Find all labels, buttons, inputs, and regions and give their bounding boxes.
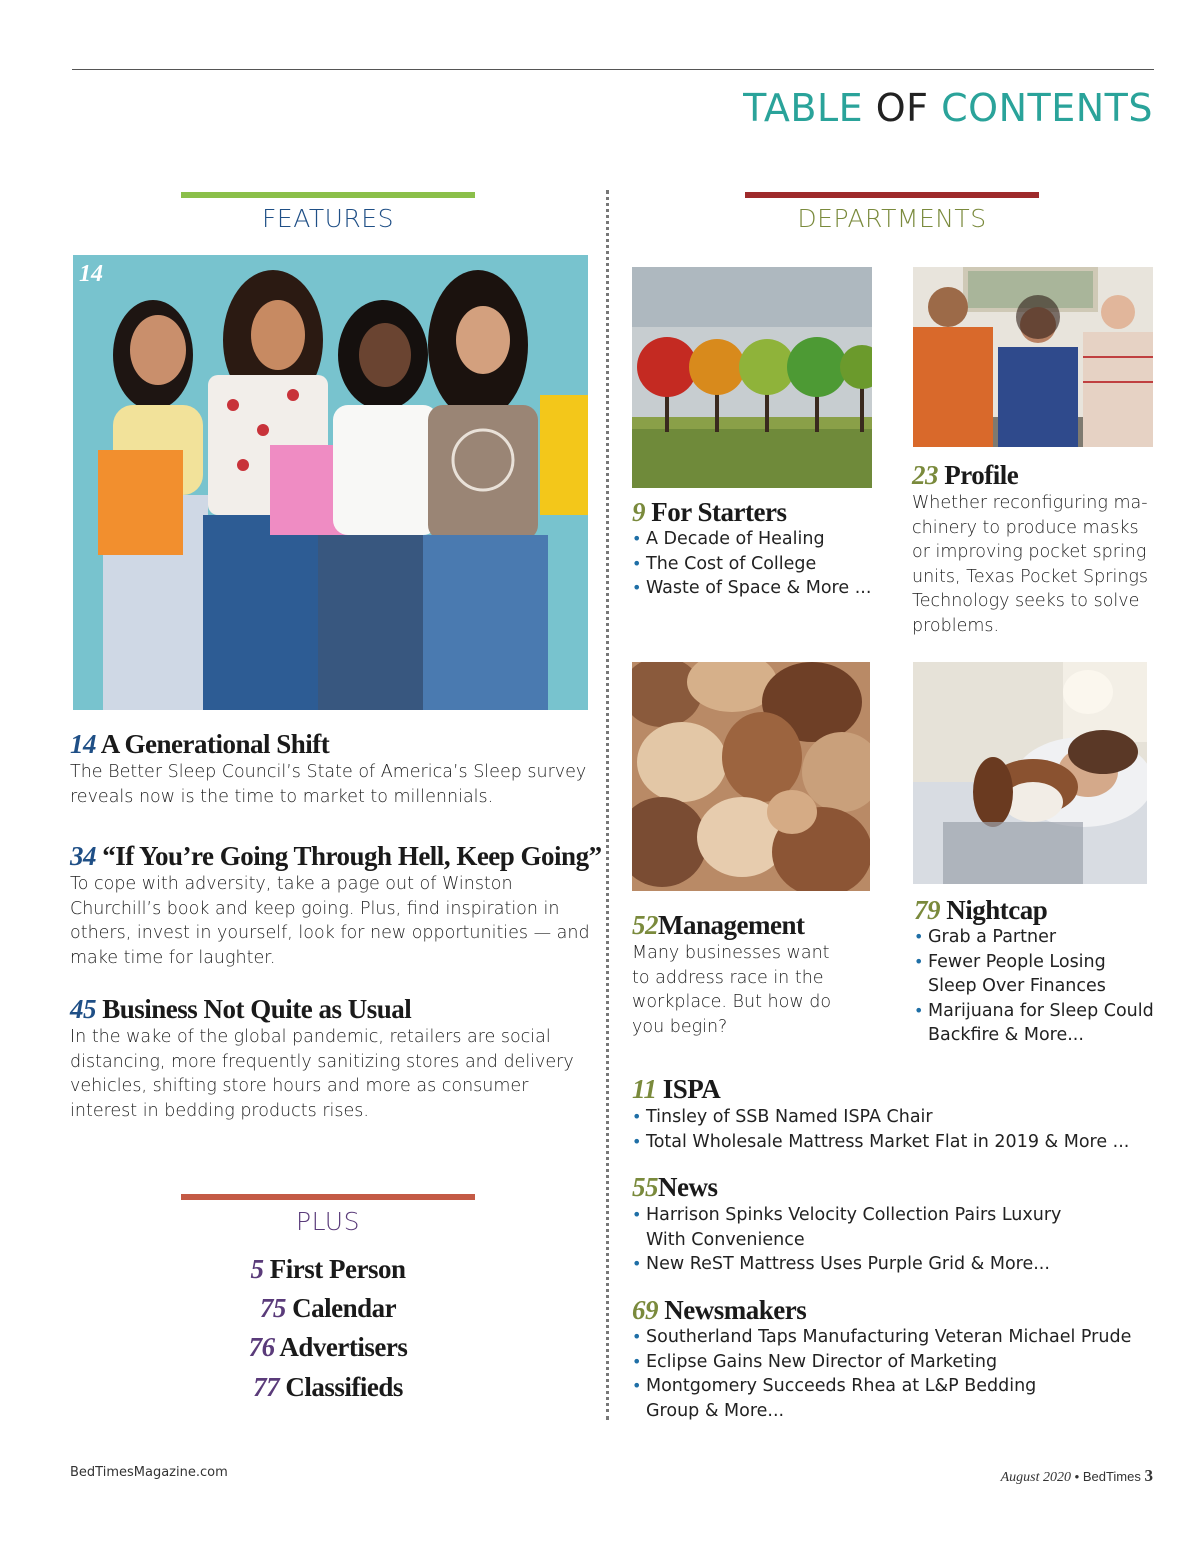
- features-heading: FEATURES: [262, 204, 394, 233]
- plus-item-title: Classifieds: [285, 1372, 403, 1402]
- management-graphic: [632, 662, 870, 891]
- feature-photo-page-number: 14: [79, 261, 103, 287]
- list-item[interactable]: • Tinsley of SSB Named ISPA Chair: [632, 1105, 1152, 1130]
- feature-photo-shoppers[interactable]: [73, 255, 588, 710]
- features-bar: [181, 192, 475, 198]
- departments-heading: DEPARTMENTS: [797, 204, 987, 233]
- footer-website[interactable]: BedTimesMagazine.com: [70, 1465, 228, 1480]
- list-item[interactable]: • New ReST Mattress Uses Purple Grid & More...: [632, 1252, 1072, 1277]
- plus-bar: [181, 1194, 475, 1200]
- plus-item[interactable]: [181, 1332, 475, 1363]
- footer-issue-date: August 2020: [1000, 1470, 1072, 1485]
- dept-number: 52: [632, 910, 658, 940]
- footer-magazine-name: BedTimes: [1082, 1469, 1141, 1484]
- plus-item-title: Advertisers: [279, 1332, 408, 1362]
- title-word-table: TABLE: [743, 86, 864, 130]
- plus-item[interactable]: [181, 1372, 475, 1403]
- feature-article-description: In the wake of the global pandemic, retailers are social distancing, more frequently sanitizing stores and delivery vehicles, shifting store hours and more as consumer interest in bedding products rises.: [70, 1027, 574, 1121]
- plus-item-title: First Person: [269, 1254, 406, 1284]
- plus-item-number: 5: [250, 1254, 264, 1284]
- dept-title: Profile: [944, 460, 1019, 490]
- dept-nightcap-list: [914, 925, 1158, 1048]
- profile-graphic: [913, 267, 1153, 447]
- dept-news-list: [632, 1203, 1072, 1277]
- plus-item[interactable]: [181, 1254, 475, 1285]
- dept-management-heading[interactable]: [632, 910, 804, 941]
- list-item[interactable]: • The Cost of College: [632, 552, 882, 577]
- plus-heading: PLUS: [296, 1207, 360, 1236]
- dept-ispa-heading[interactable]: [632, 1074, 720, 1105]
- list-item[interactable]: • Eclipse Gains New Director of Marketing: [632, 1350, 1132, 1375]
- profile-photo[interactable]: [913, 267, 1153, 447]
- dept-number: 69: [632, 1295, 658, 1325]
- dept-title: Nightcap: [946, 895, 1048, 925]
- feature-article-heading[interactable]: [70, 841, 602, 872]
- dept-number: 55: [632, 1172, 658, 1202]
- list-item[interactable]: • Harrison Spinks Velocity Collection Pairs Luxury With Convenience: [632, 1203, 1072, 1252]
- list-item[interactable]: • Waste of Space & More ...: [632, 576, 882, 601]
- footer-folio: [1001, 1466, 1153, 1486]
- dept-newsmakers-list: [632, 1325, 1132, 1423]
- dept-title: For Starters: [651, 497, 787, 527]
- feature-article-number: 45: [70, 994, 96, 1024]
- feature-article-title: “If You’re Going Through Hell, Keep Going”: [102, 841, 602, 871]
- feature-photo-graphic: [73, 255, 588, 710]
- feature-article-description: To cope with adversity, take a page out of Winston Churchill’s book and keep going. Plus, find inspiration in others, invest in yourself, look for new opportunities — and make time for laughter.: [70, 874, 590, 968]
- dept-for-starters-heading[interactable]: [632, 497, 786, 528]
- plus-item-title: Calendar: [292, 1293, 397, 1323]
- for-starters-photo[interactable]: [632, 267, 872, 488]
- top-rule: [72, 69, 1154, 70]
- feature-article-heading[interactable]: [70, 729, 329, 760]
- list-item[interactable]: • A Decade of Healing: [632, 527, 882, 552]
- title-word-contents: CONTENTS: [941, 86, 1153, 130]
- feature-article-heading[interactable]: [70, 994, 411, 1025]
- dept-profile-description: Whether reconfiguring ma-chinery to produce masks or improving pocket spring units, Texas Pocket Springs Technology seeks to solve problems.: [912, 493, 1149, 636]
- departments-bar: [745, 192, 1039, 198]
- list-item[interactable]: • Grab a Partner: [914, 925, 1158, 950]
- dept-management-description: Many businesses want to address race in the workplace. But how do you begin?: [632, 943, 832, 1037]
- dept-title: News: [658, 1172, 718, 1202]
- dept-nightcap-heading[interactable]: [914, 895, 1047, 926]
- dept-number: 11: [632, 1074, 657, 1104]
- for-starters-graphic: [632, 267, 872, 488]
- dept-for-starters-list: [632, 527, 882, 601]
- list-item[interactable]: • Southerland Taps Manufacturing Veteran Michael Prude: [632, 1325, 1132, 1350]
- page-title: [743, 86, 1153, 130]
- footer-page-number: 3: [1144, 1466, 1153, 1485]
- plus-item-number: 75: [259, 1293, 286, 1323]
- feature-article-number: 34: [70, 841, 96, 871]
- nightcap-photo[interactable]: [913, 662, 1147, 884]
- dept-number: 9: [632, 497, 645, 527]
- nightcap-graphic: [913, 662, 1147, 884]
- dept-number: 79: [914, 895, 940, 925]
- management-photo[interactable]: [632, 662, 870, 891]
- feature-article-title: Business Not Quite as Usual: [102, 994, 412, 1024]
- title-word-of: OF: [875, 86, 929, 130]
- feature-article-number: 14: [70, 729, 96, 759]
- list-item[interactable]: • Montgomery Succeeds Rhea at L&P Bedding Group & More...: [632, 1374, 1092, 1423]
- footer-separator: •: [1074, 1469, 1080, 1484]
- feature-article-description: The Better Sleep Council’s State of America’s Sleep survey reveals now is the time to market to millennials.: [70, 762, 587, 807]
- plus-item-number: 77: [253, 1372, 280, 1402]
- dept-number: 23: [912, 460, 938, 490]
- list-item[interactable]: • Marijuana for Sleep Could Backfire & More...: [914, 999, 1158, 1048]
- dept-title: ISPA: [662, 1074, 721, 1104]
- plus-item[interactable]: [181, 1293, 475, 1324]
- list-item[interactable]: • Fewer People Losing Sleep Over Finances: [914, 950, 1158, 999]
- dept-news-heading[interactable]: [632, 1172, 718, 1203]
- dept-title: Management: [658, 910, 805, 940]
- feature-article-title: A Generational Shift: [100, 729, 330, 759]
- dept-title: Newsmakers: [664, 1295, 807, 1325]
- dept-profile-heading[interactable]: [912, 460, 1018, 491]
- list-item[interactable]: • Total Wholesale Mattress Market Flat in 2019 & More ...: [632, 1130, 1152, 1155]
- plus-item-number: 76: [248, 1332, 275, 1362]
- column-divider: [606, 190, 609, 1420]
- dept-newsmakers-heading[interactable]: [632, 1295, 806, 1326]
- dept-ispa-list: [632, 1105, 1152, 1154]
